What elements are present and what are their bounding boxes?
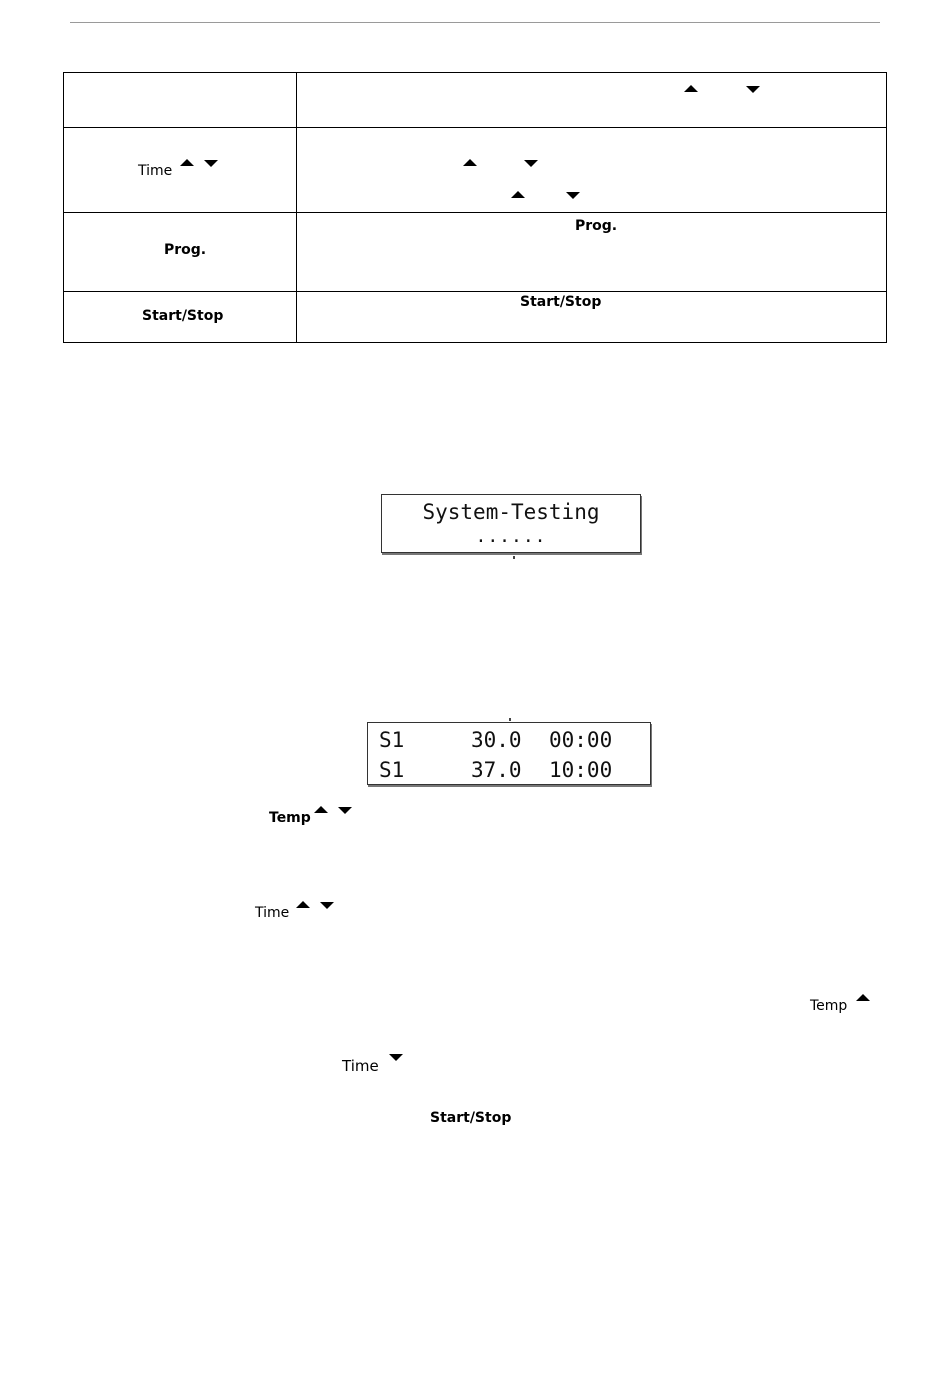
- inline-start-stop-key: Start/Stop: [520, 294, 602, 310]
- lcd-temp-1: 30.0: [471, 728, 522, 752]
- stray-mark: [513, 556, 515, 559]
- arrow-up-icon: [511, 191, 525, 198]
- lcd-step-2: S1: [379, 758, 405, 782]
- table-column-divider: [296, 73, 297, 342]
- lcd-step-1: S1: [379, 728, 405, 752]
- temp-up-key-label: Temp: [810, 998, 848, 1014]
- arrow-up-icon: [463, 159, 477, 166]
- arrow-down-icon: [524, 160, 538, 167]
- table-row-label-prog: Prog.: [164, 242, 207, 258]
- inline-prog-key: Prog.: [575, 218, 618, 234]
- table-row-label-time: Time: [138, 163, 173, 179]
- table-row-divider: [64, 212, 886, 213]
- arrow-up-icon: [856, 994, 870, 1001]
- time-key-label: Time: [255, 905, 290, 921]
- header-rule: [70, 22, 880, 23]
- lcd-testing-dots: ......: [475, 526, 547, 547]
- temp-key-label: Temp: [269, 810, 311, 826]
- table-row-label-start-stop: Start/Stop: [142, 308, 224, 324]
- stray-mark: [509, 718, 511, 721]
- lcd-program-display: [367, 722, 651, 785]
- table-row-divider: [64, 291, 886, 292]
- lcd-system-testing: [381, 494, 641, 553]
- time-down-key-label: Time: [342, 1057, 379, 1075]
- arrow-down-icon: [204, 160, 218, 167]
- arrow-down-icon: [320, 902, 334, 909]
- lcd-temp-2: 37.0: [471, 758, 522, 782]
- arrow-down-icon: [338, 807, 352, 814]
- key-function-table: [63, 72, 887, 343]
- lcd-time-2: 10:00: [549, 758, 613, 782]
- arrow-up-icon: [684, 85, 698, 92]
- lcd-time-1: 00:00: [549, 728, 613, 752]
- arrow-down-icon: [746, 86, 760, 93]
- lcd-testing-title: System-Testing: [422, 500, 600, 524]
- table-row-divider: [64, 127, 886, 128]
- arrow-up-icon: [314, 806, 328, 813]
- arrow-up-icon: [180, 159, 194, 166]
- arrow-up-icon: [296, 901, 310, 908]
- arrow-down-icon: [389, 1054, 403, 1061]
- start-stop-key-label: Start/Stop: [430, 1110, 512, 1126]
- arrow-down-icon: [566, 192, 580, 199]
